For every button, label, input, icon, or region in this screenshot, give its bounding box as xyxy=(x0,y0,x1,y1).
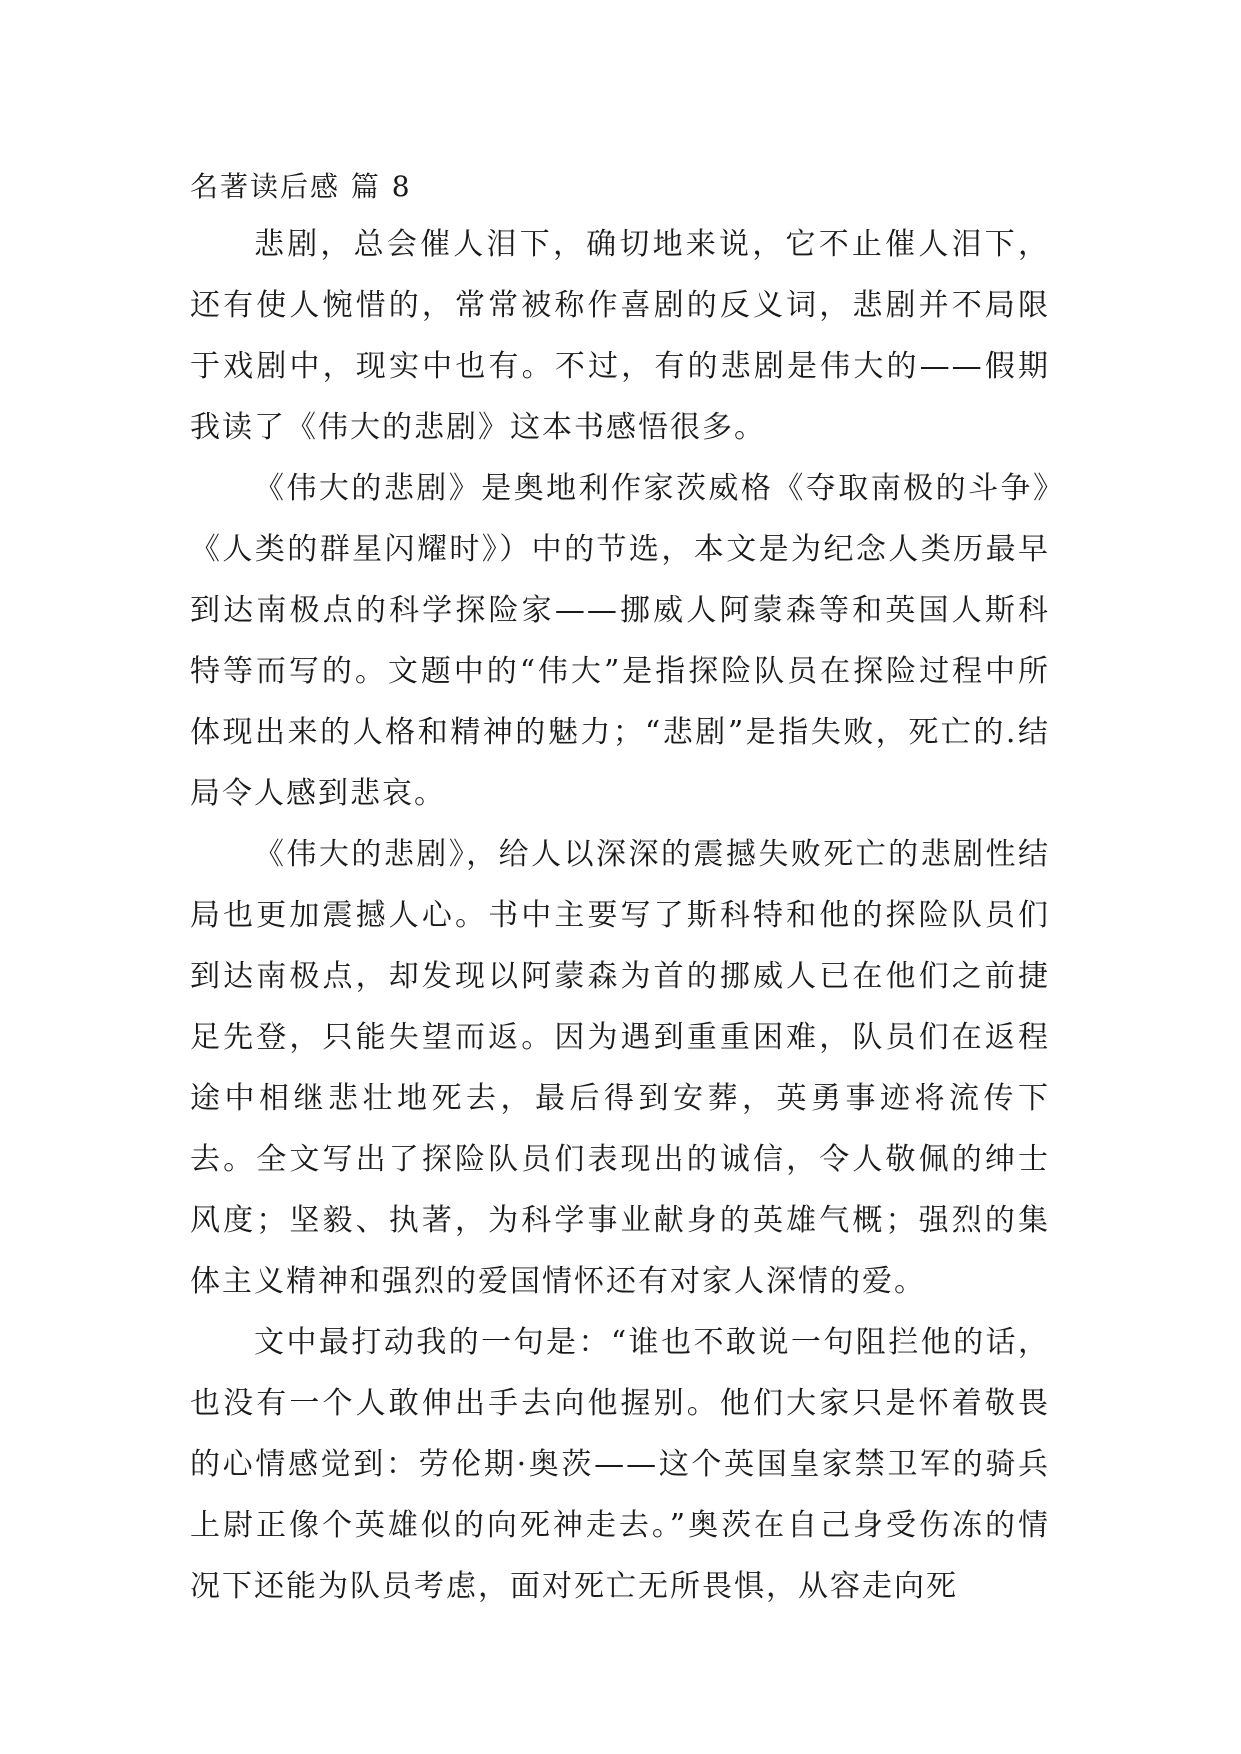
document-body xyxy=(190,160,1050,1617)
document-title: 名著读后感 篇 8 xyxy=(190,170,412,203)
paragraph: 悲剧，总会催人泪下，确切地来说，它不止催人泪下，还有使人惋惜的，常常被称作喜剧的反义词，悲剧并不局限于戏剧中，现实中也有。不过，有的悲剧是伟大的——假期我读了《伟大的悲剧》这本书感悟很多。 xyxy=(190,227,1050,445)
paragraph: 文中最打动我的一句是：“谁也不敢说一句阻拦他的话，也没有一个人敢伸出手去向他握别。他们大家只是怀着敬畏的心情感觉到：劳伦期·奥茨——这个英国皇家禁卫军的骑兵上尉正像个英雄似的向死神走去。”奥茨在自己身受伤冻的情况下还能为队员考虑，面对死亡无所畏惧，从容走向死 xyxy=(190,1325,1050,1604)
paragraph: 《伟大的悲剧》，给人以深深的震撼失败死亡的悲剧性结局也更加震撼人心。书中主要写了斯科特和他的探险队员们到达南极点，却发现以阿蒙森为首的挪威人已在他们之前捷足先登，只能失望而返。因为遇到重重困难，队员们在返程途中相继悲壮地死去，最后得到安葬，英勇事迹将流传下去。全文写出了探险队员们表现出的诚信，令人敬佩的绅士风度；坚毅、执著，为科学事业献身的英雄气概；强烈的集体主义精神和强烈的爱国情怀还有对家人深情的爱。 xyxy=(190,837,1050,1299)
paragraph: 《伟大的悲剧》是奥地利作家茨威格《夺取南极的斗争》《人类的群星闪耀时》）中的节选，本文是为纪念人类历最早到达南极点的科学探险家——挪威人阿蒙森等和英国人斯科特等而写的。文题中的“伟大”是指探险队员在探险过程中所体现出来的人格和精神的魅力；“悲剧”是指失败，死亡的.结局令人感到悲哀。 xyxy=(190,471,1050,811)
